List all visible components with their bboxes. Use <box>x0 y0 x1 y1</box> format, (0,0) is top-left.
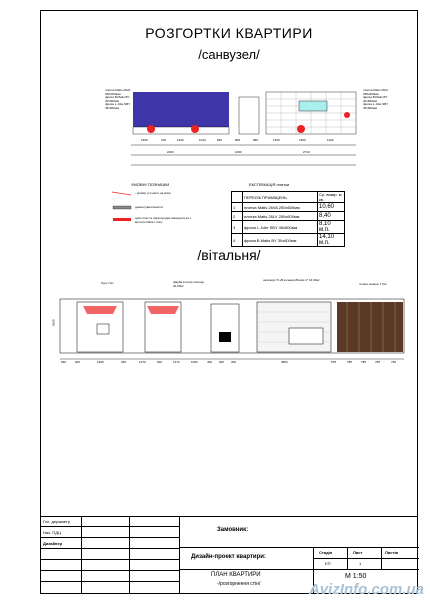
toilet-mark <box>147 125 155 133</box>
living-dim: 600 <box>157 360 163 364</box>
bath-mark <box>191 125 199 133</box>
living-dim: 1372 <box>173 360 180 364</box>
bath-dim-3: 1200 <box>177 138 184 142</box>
living-dim: 1900 <box>97 360 104 364</box>
legend-symbols <box>111 189 133 229</box>
living-dim: 785 <box>375 360 381 364</box>
watermark: AvizInfo.com.ua <box>308 581 424 598</box>
living-dim: 1050 <box>191 360 198 364</box>
scale-value: М 1:50 <box>345 573 367 580</box>
living-elevation <box>59 298 405 362</box>
bath-dim-5: 840 <box>217 138 223 142</box>
living-dim: 600 <box>219 360 225 364</box>
bathroom-heading: /санвузел/ <box>198 47 260 62</box>
legend-title: УМОВНІ ПОЗНАЧКИ <box>131 182 170 187</box>
living-callout-paint: фарба в колір шпалер 22,00м² <box>173 280 205 288</box>
living-dim: 360 <box>121 360 127 364</box>
towel-mark <box>344 112 350 118</box>
spec-table <box>231 191 345 247</box>
tb-row-3: Дизайнер <box>43 541 63 546</box>
living-dim: 785 <box>361 360 367 364</box>
living-dim: 300 <box>231 360 237 364</box>
legend-item-new-walls: нові стіни та перегородки виконуються з вологостійкого гіпсу <box>135 216 192 224</box>
tv <box>97 324 109 334</box>
niche <box>239 97 259 134</box>
sheet-header: Лист <box>353 550 363 555</box>
living-dim: 530 <box>61 360 67 364</box>
sofa <box>289 328 323 344</box>
tb-row-1: Гол. держметр <box>43 519 70 524</box>
living-dim: 1370 <box>139 360 146 364</box>
project-label: Дизайн-проект квартири: <box>191 554 266 560</box>
bath-dim-4: 1040 <box>199 138 206 142</box>
drawing-sheet <box>40 10 418 594</box>
living-dim: 790 <box>391 360 397 364</box>
legend-item-measure: - розмір уточнити на місці <box>135 191 171 195</box>
living-height: 2500 <box>51 319 56 327</box>
bath-dim-9: 1900 <box>299 138 306 142</box>
spec-title: ЕКСПЛІКАЦІЯ плитки <box>249 182 290 187</box>
living-dim: 900 <box>75 360 81 364</box>
bath-dim-13: 2710 <box>303 150 310 154</box>
sink-mark <box>297 125 305 133</box>
living-callout-wallpaper: шпалери "F+B колекція Bowie 2" 13,00м² <box>263 278 320 282</box>
bath-dim-6: 800 <box>235 138 241 142</box>
sheets-header: Листів <box>385 550 399 555</box>
table-row: 3 фриза L.Jolie SBY 45x600мм 8,10 м.п. <box>232 221 345 234</box>
tb-row-2: Нач. ПДЦ <box>43 530 61 535</box>
bath-callouts-right: плитка Matis 26LV 250x600мм фриза B.Matis BY 30x600мм фриза L.Jolie SBY 45x600мм <box>363 88 389 110</box>
table-row: 1 плитка Matis 26VA 250x600мм 10,60 <box>232 203 345 212</box>
bath-dim-12: 1000 <box>235 150 242 154</box>
living-callout-beam: брус 7шт. <box>101 281 115 285</box>
bath-dim-7: 980 <box>253 138 259 142</box>
client-label: Замовник: <box>217 527 249 533</box>
bath-dim-11: 2260 <box>167 150 174 154</box>
sheet-value: 1 <box>359 561 362 566</box>
living-callout-curtain: штора льняна 7,7м² <box>359 282 387 286</box>
bath-dim-8: 1300 <box>273 138 280 142</box>
bath-dim-10: 1100 <box>327 138 334 142</box>
table-row: 4 фриза B.Matis BY 30x600мм 14,10 м.п. <box>232 234 345 247</box>
living-dim: 578 <box>331 360 337 364</box>
bath-dim-1: 1550 <box>141 138 148 142</box>
stage-header: Стадія <box>319 550 333 555</box>
wallpaper-panel <box>257 302 331 352</box>
bath-callouts-left: плитка Matis 26VA 250x600мм фриза B.Matis BY 30x600мм фриза L.Jolie SBY 45x600мм <box>105 88 131 110</box>
plan-title: ПЛАН КВАРТИРИ <box>211 572 261 578</box>
living-dim: 3800 <box>281 360 288 364</box>
table-row: ПЕРЕЛІК ПРИМІЩЕНЬ Ср. вимір. м кв. <box>232 192 345 203</box>
legend-item-demolish: демонтувати/знести <box>135 205 164 209</box>
living-dim: 400 <box>207 360 213 364</box>
living-room-heading: /вітальня/ <box>197 247 261 263</box>
plan-subtitle: -/розгорнення стін/ <box>217 581 261 587</box>
stage-value: ЕП <box>325 561 331 566</box>
fireplace <box>211 304 239 352</box>
table-row: 2 плитка Matis 26LV 250x600мм 8,40 <box>232 212 345 221</box>
mirror <box>299 101 327 111</box>
bathroom-elevation <box>121 89 361 169</box>
page-title: РОЗГОРТКИ КВАРТИРИ <box>145 25 313 41</box>
bath-dim-2: 700 <box>161 138 167 142</box>
living-dim: 785 <box>347 360 353 364</box>
